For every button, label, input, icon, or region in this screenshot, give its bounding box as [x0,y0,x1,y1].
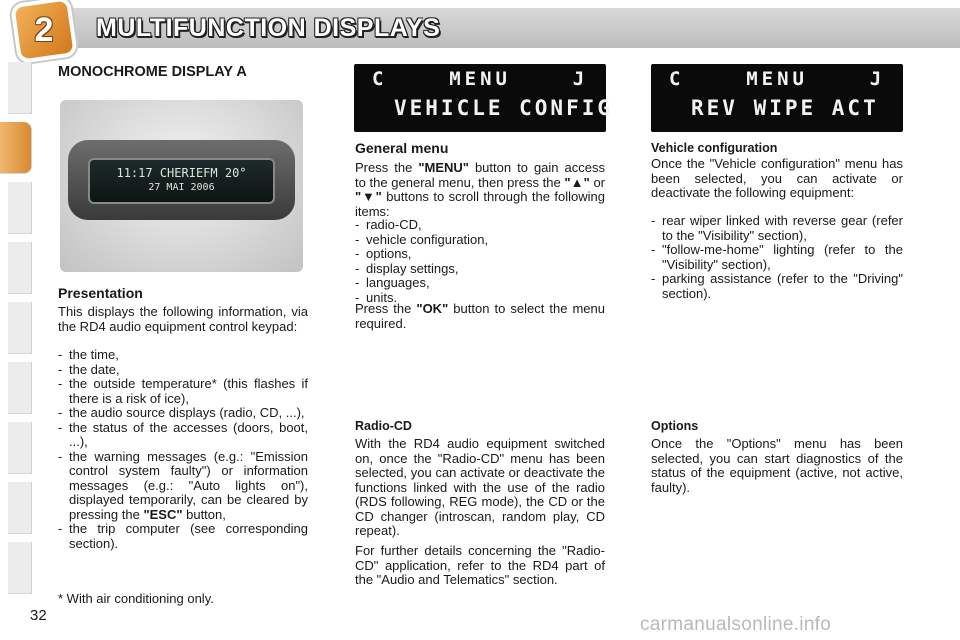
vehicle-config-text: Once the "Vehicle configuration" menu has been selected, you can activate or deactivate the following equipment: [651,156,903,200]
list-item: - rear wiper linked with reverse gear (refer to the "Visibility" section), [651,214,903,243]
presentation-heading: Presentation [58,285,143,301]
chapter-tabs [0,62,36,582]
ok-button-label: "OK" [416,301,449,316]
text-run: Press the [355,301,417,316]
up-button-label: "▲" [564,174,590,190]
radio-cd-heading: Radio-CD [355,419,412,433]
vehicle-config-list [651,214,903,301]
banner-top-line: C MENU J [669,68,886,90]
chapter-tab[interactable] [8,422,32,474]
display-line-1: 11:17 CHERIEFM 20° [116,166,247,180]
radio-cd-text: With the RD4 audio equipment switched on, once the "Radio-CD" menu has been selected, you can activate or deactivate the functions linked with the use of the radio (RDS following, REG mode), the CD or the CD changer (introscan, random play, CD repeat). [355,436,605,538]
list-item: - the date, [58,363,308,378]
warning-text: the warning messages (e.g.: "Emission control system faulty") or information messages (e.g.: "Auto lights on"), displayed temporarily, can be cleared by pressing the [69,448,308,522]
chapter-tab[interactable] [8,302,32,354]
list-item: - the outside temperature* (this flashes if there is a risk of ice), [58,377,308,406]
list-item: - the trip computer (see corresponding section). [58,522,308,551]
list-item: - units. [355,291,605,306]
chapter-tab[interactable] [8,62,32,114]
text-run: or [589,174,606,190]
esc-tail: button, [182,506,226,522]
list-item: - display settings, [355,262,605,277]
display-screen [88,158,275,204]
menu-button-label: "MENU" [418,160,469,175]
text-run: button to gain access to the general menu, then press the [355,160,605,190]
list-item: - the time, [58,348,308,363]
down-button-label: "▼" [355,189,382,204]
chapter-tab[interactable] [8,182,32,234]
display-line-2: 27 MAI 2006 [148,182,215,193]
banner-bottom-line: VEHICLE CONFIG [394,96,614,120]
chapter-title: MULTIFUNCTION DISPLAYS [96,14,441,42]
footnote: * With air conditioning only. [58,591,214,606]
presentation-list [58,348,308,551]
display-photo [60,100,303,272]
lcd-banner-rev-wipe [651,64,903,132]
text-run: Press the [355,160,419,175]
list-item: - the audio source displays (radio, CD, ...), [58,406,308,421]
chapter-tab[interactable] [8,242,32,294]
chapter-tab[interactable] [8,482,32,534]
presentation-text: This displays the following information, via the RD4 audio equipment control keypad: [58,304,308,334]
list-item: - parking assistance (refer to the "Driving" section). [651,272,903,301]
esc-label: "ESC" [143,506,183,522]
options-text: Once the "Options" menu has been selected, you can start diagnostics of the status of the equipment (active, not active, faulty). [651,436,903,495]
page-number: 32 [30,607,47,624]
chapter-number: 2 [34,11,54,49]
menu-items-list [355,218,605,305]
list-item: - "follow-me-home" lighting (refer to the "Visibility" section), [651,243,903,272]
watermark: carmanualsonline.info [640,614,832,635]
general-menu-heading: General menu [355,140,449,156]
list-item: - radio-CD, [355,218,605,233]
banner-bottom-line: REV WIPE ACT [691,96,879,120]
list-item: - languages, [355,276,605,291]
list-item: - the status of the accesses (doors, boot, ...), [58,421,308,450]
select-menu-text [355,302,605,331]
section-title: MONOCHROME DISPLAY A [58,64,247,80]
chapter-tab[interactable] [8,542,32,594]
lcd-banner-vehicle-config [354,64,614,132]
list-item [58,450,308,523]
text-run: buttons to scroll through the following items: [355,189,605,219]
vehicle-config-heading: Vehicle configuration [651,141,778,155]
page-header [0,0,960,62]
radio-cd-reference: For further details concerning the "Radio-CD" application, refer to the RD4 part of the "Audio and Telematics" section. [355,543,605,587]
general-menu-text [355,161,605,219]
banner-top-line: C MENU J [372,68,589,90]
list-item: - options, [355,247,605,262]
options-heading: Options [651,419,699,433]
text-run: button to select the menu required. [355,301,605,331]
chapter-tab-active[interactable] [0,122,32,174]
chapter-tab[interactable] [8,362,32,414]
list-item: - vehicle configuration, [355,233,605,248]
